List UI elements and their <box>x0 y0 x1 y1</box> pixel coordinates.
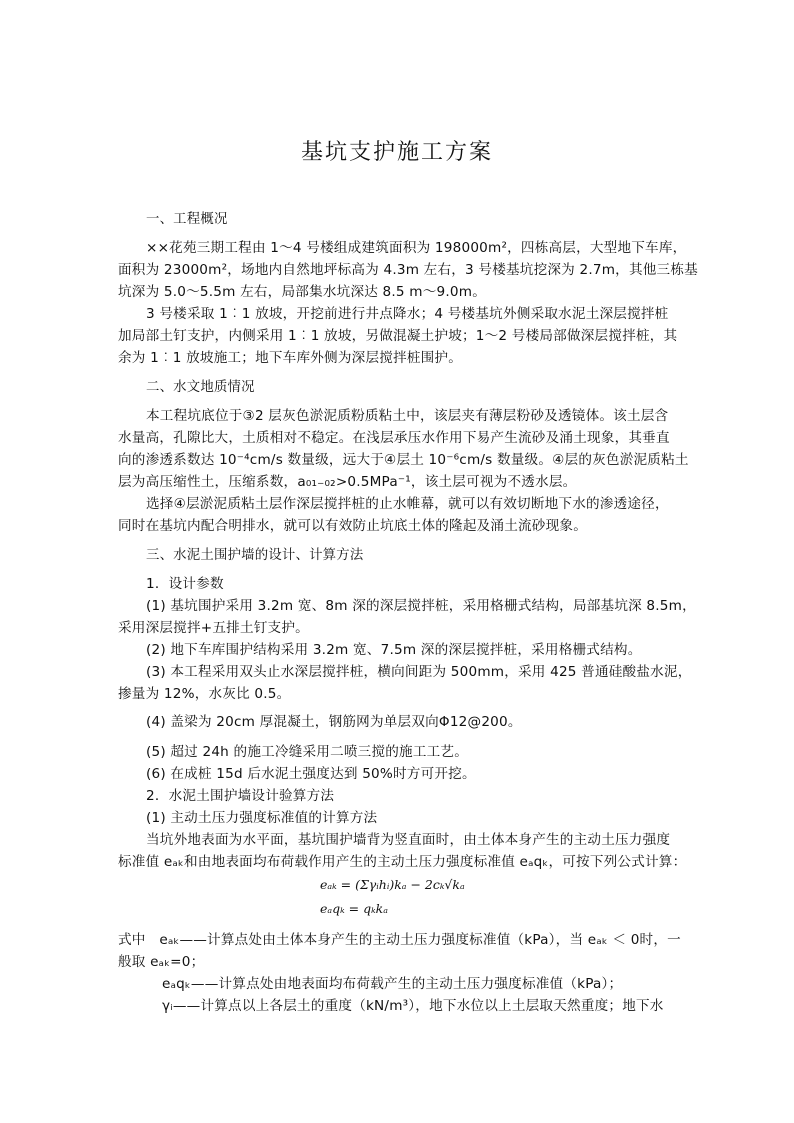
paragraph-line: 当坑外地表面为水平面，基坑围护墙背为竖直面时，由土体本身产生的主动土压力强度 <box>146 832 671 848</box>
paragraph-line: 水量高，孔隙比大，土质相对不稳定。在浅层承压水作用下易产生流砂及涌土现象，其垂直 <box>118 430 670 446</box>
definition-line: γᵢ——计算点以上各层土的重度（kN/m³），地下水位以上土层取天然重度；地下水 <box>162 998 664 1014</box>
paragraph-line: 余为 1︰1 放坡施工；地下车库外侧为深层搅拌桩围护。 <box>118 350 462 366</box>
list-item-continuation: 掺量为 12%，水灰比 0.5。 <box>118 686 291 702</box>
section-heading-overview: 一、工程概况 <box>146 212 228 227</box>
paragraph-line: 本工程坑底位于③2 层灰色淤泥质粉质粘土中，该层夹有薄层粉砂及透镜体。该土层含 <box>146 408 669 424</box>
subheading-design-params: 1．设计参数 <box>146 576 224 592</box>
list-item: (4) 盖梁为 20cm 厚混凝土，钢筋网为单层双向Φ12@200。 <box>146 714 522 730</box>
paragraph-line: 坑深为 5.0～5.5m 左右，局部集水坑深达 8.5 m～9.0m。 <box>118 284 486 300</box>
paragraph-line: 同时在基坑内配合明排水，就可以有效防止坑底土体的隆起及涌土流砂现象。 <box>118 518 587 534</box>
formula-eaqk: eₐqₖ = qₖkₐ <box>320 901 388 916</box>
list-item: (1) 基坑围护采用 3.2m 宽、8m 深的深层搅拌桩，采用格栅式结构，局部基坑深 8.5m， <box>146 598 696 614</box>
paragraph-line: ××花苑三期工程由 1～4 号楼组成建筑面积为 198000m²，四栋高层，大型地下车库， <box>146 240 687 256</box>
list-item: (5) 超过 24h 的施工冷缝采用二喷三搅的施工工艺。 <box>146 744 469 760</box>
subheading-verification: 2．水泥土围护墙设计验算方法 <box>146 788 335 804</box>
document-title: 基坑支护施工方案 <box>300 140 493 165</box>
section-heading-hydrogeology: 二、水文地质情况 <box>146 380 255 395</box>
list-item: (6) 在成桩 15d 后水泥土强度达到 50%时方可开挖。 <box>146 766 476 782</box>
definition-line: eₐqₖ——计算点处由地表面均布荷载产生的主动土压力强度标准值（kPa）； <box>162 976 623 992</box>
subheading-active-pressure: (1) 主动土压力强度标准值的计算方法 <box>146 810 378 826</box>
formula-eak: eₐₖ = (Σγᵢhᵢ)kₐ − 2cₖ√kₐ <box>320 877 465 892</box>
paragraph-line: 选择④层淤泥质粘土层作深层搅拌桩的止水帷幕，就可以有效切断地下水的渗透途径， <box>146 496 669 512</box>
definition-line: 般取 eₐₖ=0； <box>118 954 205 970</box>
paragraph-line: 标准值 eₐₖ和由地表面均布荷载作用产生的主动土压力强度标准值 eₐqₖ，可按下列公式计算： <box>118 854 687 870</box>
paragraph-line: 加局部土钉支护，内侧采用 1︰1 放坡，另做混凝土护坡；1～2 号楼局部做深层搅拌桩，其 <box>118 328 678 344</box>
section-heading-design: 三、水泥土围护墙的设计、计算方法 <box>146 548 364 563</box>
definition-line: 式中 eₐₖ——计算点处由土体本身产生的主动土压力强度标准值（kPa），当 eₐₖ ＜ 0时，一 <box>118 932 681 948</box>
list-item-continuation: 采用深层搅拌+五排土钉支护。 <box>118 620 309 636</box>
paragraph-line: 面积为 23000m²，场地内自然地坪标高为 4.3m 左右，3 号楼基坑挖深为 2.7m，其他三栋基 <box>118 262 698 278</box>
list-item: (2) 地下车库围护结构采用 3.2m 宽、7.5m 深的深层搅拌桩，采用格栅式结构。 <box>146 642 642 658</box>
paragraph-line: 向的渗透系数达 10⁻⁴cm/s 数量级，远大于④层土 10⁻⁶cm/s 数量级。④层的灰色淤泥质粘土 <box>118 452 689 468</box>
paragraph-line: 3 号楼采取 1︰1 放坡，开挖前进行井点降水；4 号楼基坑外侧采取水泥土深层搅拌桩 <box>146 306 669 322</box>
list-item: (3) 本工程采用双头止水深层搅拌桩，横向间距为 500mm，采用 425 普通硅酸盐水泥， <box>146 664 692 680</box>
paragraph-line: 层为高压缩性土，压缩系数，a₀₁₋₀₂>0.5MPa⁻¹，该土层可视为不透水层。 <box>118 474 577 490</box>
